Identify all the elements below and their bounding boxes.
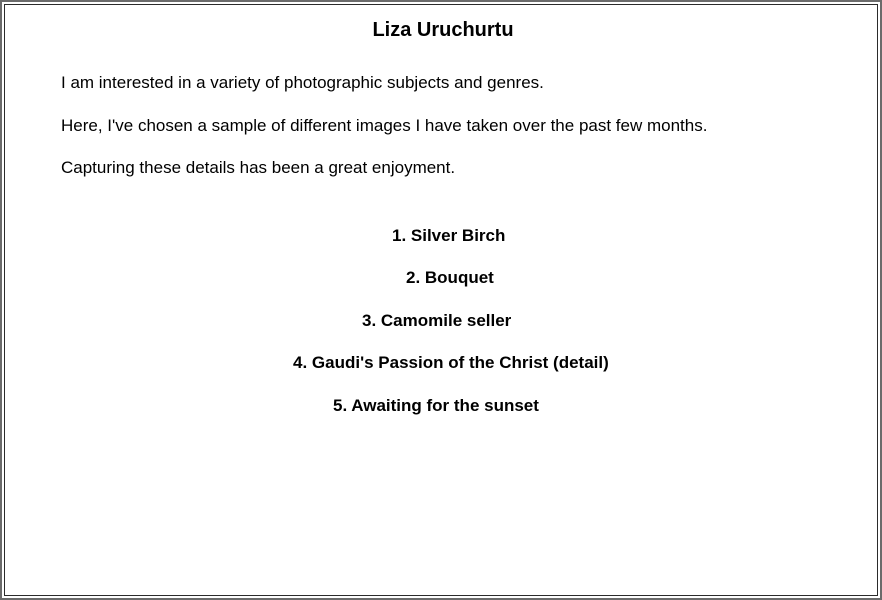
intro-paragraph: Here, I've chosen a sample of different images I have taken over the past few months. — [61, 116, 708, 135]
intro-paragraph: Capturing these details has been a great enjoyment. — [61, 158, 456, 177]
image-link-gaudi-passion[interactable]: 4. Gaudi's Passion of the Christ (detail) — [293, 353, 609, 372]
intro-paragraph: I am interested in a variety of photographic subjects and genres. — [61, 73, 544, 92]
image-link-bouquet[interactable]: 2. Bouquet — [406, 268, 494, 287]
image-link-silver-birch[interactable]: 1. Silver Birch — [392, 226, 506, 245]
image-link-awaiting-sunset[interactable]: 5. Awaiting for the sunset — [333, 396, 539, 415]
image-link-camomile-seller[interactable]: 3. Camomile seller — [362, 311, 512, 330]
page-title: Liza Uruchurtu — [372, 19, 514, 41]
